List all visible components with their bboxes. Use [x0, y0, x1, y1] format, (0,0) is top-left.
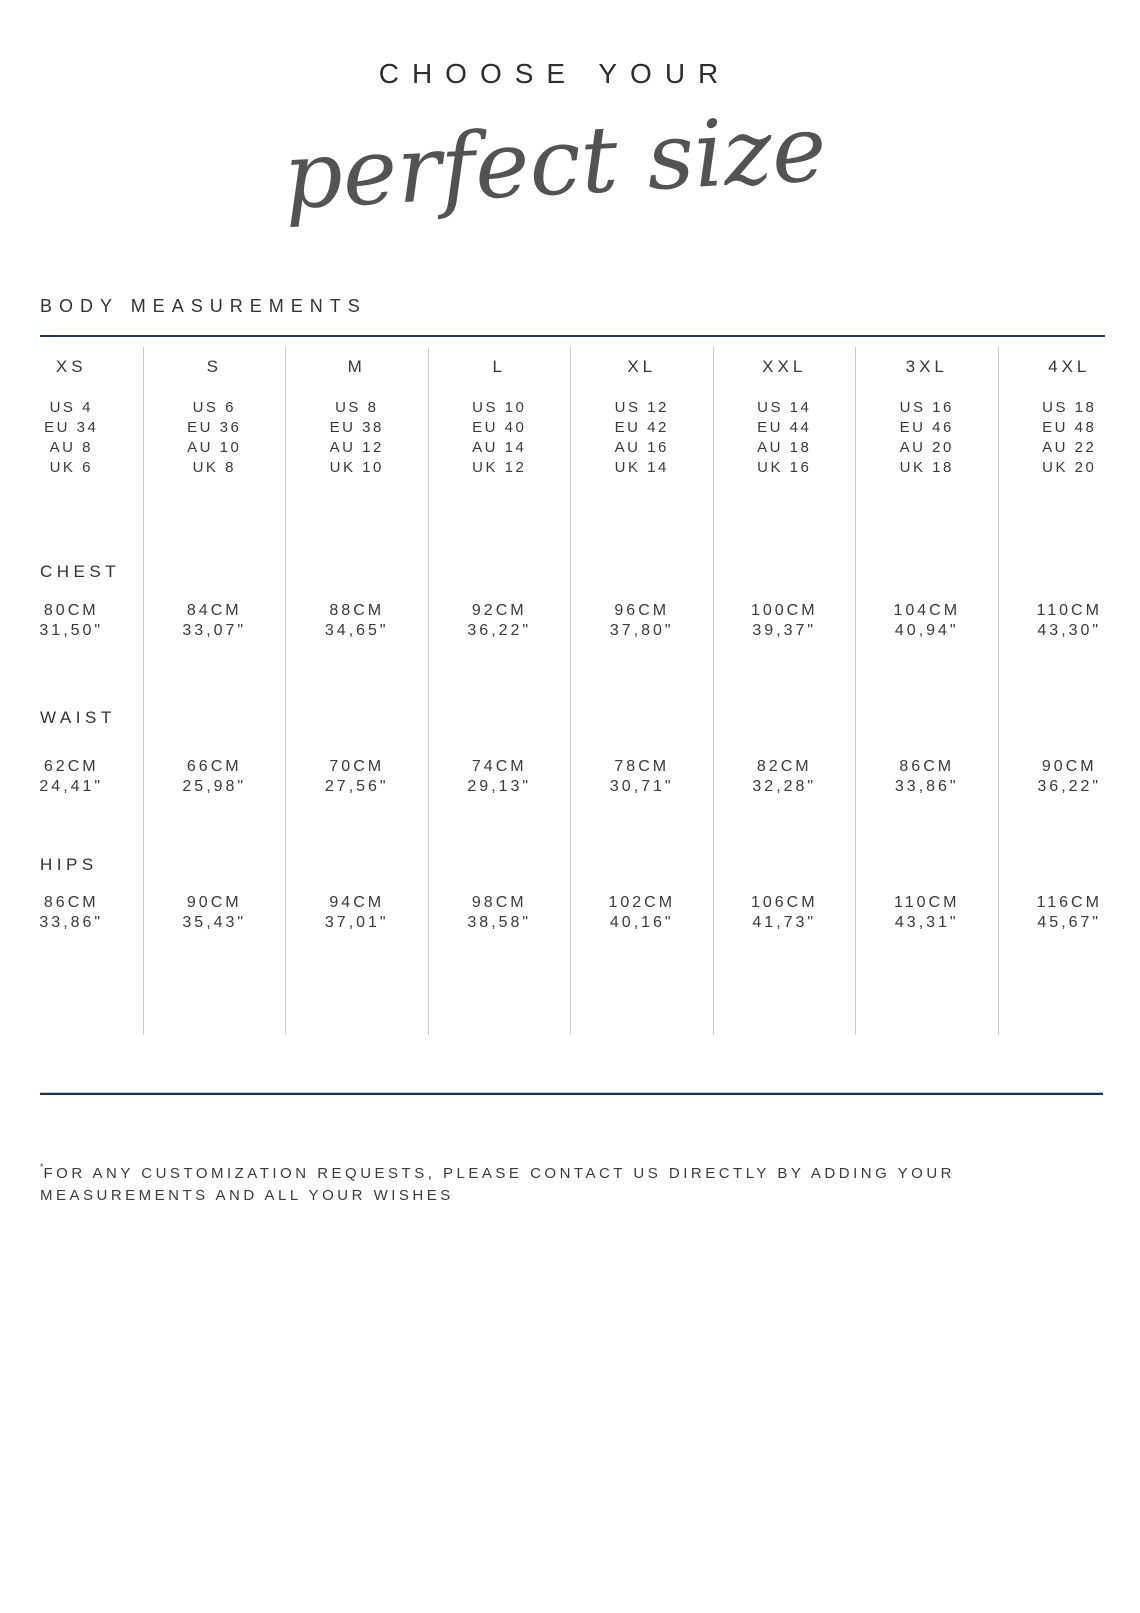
chest-inches: 39,37"	[752, 622, 817, 639]
hips-inches: 33,86"	[39, 914, 104, 931]
footnote	[40, 1163, 1035, 1207]
intl-size-line: US 4	[49, 399, 93, 416]
intl-size-line: UK 10	[329, 459, 384, 476]
waist-cm: 86CM	[899, 758, 955, 775]
intl-size-line: EU 34	[44, 419, 99, 436]
chest-inches: 33,07"	[182, 622, 247, 639]
chest-inches: 31,50"	[39, 622, 104, 639]
page-title: CHOOSE YOUR	[378, 58, 732, 89]
waist-values	[144, 757, 286, 797]
size-column-xxl	[713, 347, 856, 1035]
intl-size-line: AU 14	[472, 439, 527, 456]
intl-size-line: UK 12	[472, 459, 527, 476]
chest-values	[999, 601, 1140, 641]
waist-cm: 62CM	[43, 758, 99, 775]
hips-values	[571, 893, 713, 933]
size-column-xs	[0, 347, 143, 1035]
waist-cm: 66CM	[186, 758, 242, 775]
waist-values	[571, 757, 713, 797]
section-heading: BODY MEASUREMENTS	[40, 296, 367, 316]
intl-size-line: UK 8	[192, 459, 236, 476]
intl-sizes	[429, 398, 571, 478]
intl-sizes	[571, 398, 713, 478]
intl-size-line: UK 16	[757, 459, 812, 476]
intl-size-line: UK 18	[899, 459, 954, 476]
waist-inches: 33,86"	[894, 778, 959, 795]
intl-size-line: EU 40	[472, 419, 527, 436]
row-label-chest: CHEST	[40, 562, 121, 581]
hips-values	[714, 893, 856, 933]
hips-values	[999, 893, 1140, 933]
intl-size-line: AU 12	[329, 439, 384, 456]
size-column-3xl	[855, 347, 998, 1035]
intl-size-line: EU 44	[757, 419, 812, 436]
waist-inches: 24,41"	[39, 778, 104, 795]
size-column-s	[143, 347, 286, 1035]
hips-inches: 43,31"	[894, 914, 959, 931]
row-label-waist: WAIST	[40, 708, 116, 727]
intl-sizes	[856, 398, 998, 478]
chest-values	[429, 601, 571, 641]
intl-size-line: EU 48	[1042, 419, 1097, 436]
hips-values	[286, 893, 428, 933]
waist-inches: 29,13"	[467, 778, 532, 795]
waist-values	[856, 757, 998, 797]
size-column-4xl	[998, 347, 1140, 1035]
hips-cm: 90CM	[186, 894, 242, 911]
intl-sizes	[714, 398, 856, 478]
hips-cm: 110CM	[894, 894, 960, 911]
hips-inches: 45,67"	[1037, 914, 1102, 931]
intl-size-line: US 18	[1042, 399, 1097, 416]
page-subtitle-script: perfect size	[280, 94, 829, 231]
size-label: M	[347, 357, 366, 376]
waist-inches: 25,98"	[182, 778, 247, 795]
intl-size-line: US 12	[614, 399, 669, 416]
waist-inches: 27,56"	[324, 778, 389, 795]
waist-cm: 74CM	[471, 758, 527, 775]
size-label: XS	[55, 357, 87, 376]
size-column-xl	[570, 347, 713, 1035]
hips-inches: 37,01"	[324, 914, 389, 931]
chest-cm: 92CM	[471, 602, 527, 619]
size-column-m	[285, 347, 428, 1035]
hips-values	[429, 893, 571, 933]
hips-values	[856, 893, 998, 933]
hips-inches: 41,73"	[752, 914, 817, 931]
size-label: XXL	[762, 357, 807, 376]
chest-values	[286, 601, 428, 641]
size-label: 4XL	[1048, 357, 1091, 376]
size-table	[0, 347, 1140, 1035]
intl-sizes	[144, 398, 286, 478]
size-column-l	[428, 347, 571, 1035]
hips-cm: 106CM	[750, 894, 818, 911]
waist-values	[714, 757, 856, 797]
hips-cm: 94CM	[329, 894, 385, 911]
chest-inches: 43,30"	[1037, 622, 1102, 639]
footnote-marker: *	[40, 1162, 44, 1172]
intl-sizes	[286, 398, 428, 478]
chest-cm: 88CM	[329, 602, 385, 619]
intl-size-line: EU 38	[329, 419, 384, 436]
waist-values	[0, 757, 143, 797]
chest-inches: 37,80"	[609, 622, 674, 639]
intl-size-line: EU 36	[187, 419, 242, 436]
hips-inches: 40,16"	[609, 914, 674, 931]
chest-values	[144, 601, 286, 641]
waist-cm: 78CM	[614, 758, 670, 775]
hips-values	[0, 893, 143, 933]
chest-cm: 96CM	[614, 602, 670, 619]
hips-cm: 86CM	[43, 894, 99, 911]
hips-cm: 116CM	[1036, 894, 1102, 911]
chest-inches: 36,22"	[467, 622, 532, 639]
intl-size-line: EU 46	[899, 419, 954, 436]
chest-cm: 110CM	[1036, 602, 1102, 619]
bottom-rule	[40, 1092, 1103, 1095]
intl-size-line: US 14	[757, 399, 812, 416]
waist-inches: 32,28"	[752, 778, 817, 795]
intl-size-line: AU 8	[49, 439, 93, 456]
chest-cm: 100CM	[750, 602, 818, 619]
waist-values	[999, 757, 1140, 797]
intl-size-line: UK 20	[1042, 459, 1097, 476]
waist-inches: 36,22"	[1037, 778, 1102, 795]
footnote-text: FOR ANY CUSTOMIZATION REQUESTS, PLEASE CONTACT US DIRECTLY BY ADDING YOUR MEASUREMENTS AND ALL YOUR WISHES	[40, 1165, 955, 1204]
chest-values	[0, 601, 143, 641]
intl-sizes	[999, 398, 1140, 478]
intl-size-line: AU 20	[899, 439, 954, 456]
hips-cm: 102CM	[608, 894, 676, 911]
hips-values	[144, 893, 286, 933]
chest-inches: 40,94"	[894, 622, 959, 639]
row-label-hips: HIPS	[40, 855, 98, 874]
hips-cm: 98CM	[471, 894, 527, 911]
size-label: XL	[627, 357, 657, 376]
waist-values	[429, 757, 571, 797]
intl-size-line: AU 16	[614, 439, 669, 456]
intl-size-line: US 16	[899, 399, 954, 416]
waist-cm: 82CM	[756, 758, 812, 775]
intl-size-line: AU 22	[1042, 439, 1097, 456]
top-rule	[40, 335, 1105, 337]
chest-values	[714, 601, 856, 641]
chest-cm: 104CM	[893, 602, 961, 619]
intl-size-line: US 8	[335, 399, 379, 416]
waist-values	[286, 757, 428, 797]
size-label: S	[206, 357, 222, 376]
waist-inches: 30,71"	[609, 778, 674, 795]
chest-cm: 84CM	[186, 602, 242, 619]
intl-size-line: AU 18	[757, 439, 812, 456]
intl-size-line: EU 42	[614, 419, 669, 436]
hips-inches: 38,58"	[467, 914, 532, 931]
chest-inches: 34,65"	[324, 622, 389, 639]
waist-cm: 90CM	[1041, 758, 1097, 775]
intl-size-line: AU 10	[187, 439, 242, 456]
size-label: 3XL	[905, 357, 948, 376]
intl-sizes	[0, 398, 143, 478]
size-label: L	[492, 357, 506, 376]
chest-cm: 80CM	[43, 602, 99, 619]
intl-size-line: US 10	[472, 399, 527, 416]
chest-values	[856, 601, 998, 641]
intl-size-line: UK 14	[614, 459, 669, 476]
intl-size-line: UK 6	[49, 459, 93, 476]
hips-inches: 35,43"	[182, 914, 247, 931]
intl-size-line: US 6	[192, 399, 236, 416]
waist-cm: 70CM	[329, 758, 385, 775]
chest-values	[571, 601, 713, 641]
